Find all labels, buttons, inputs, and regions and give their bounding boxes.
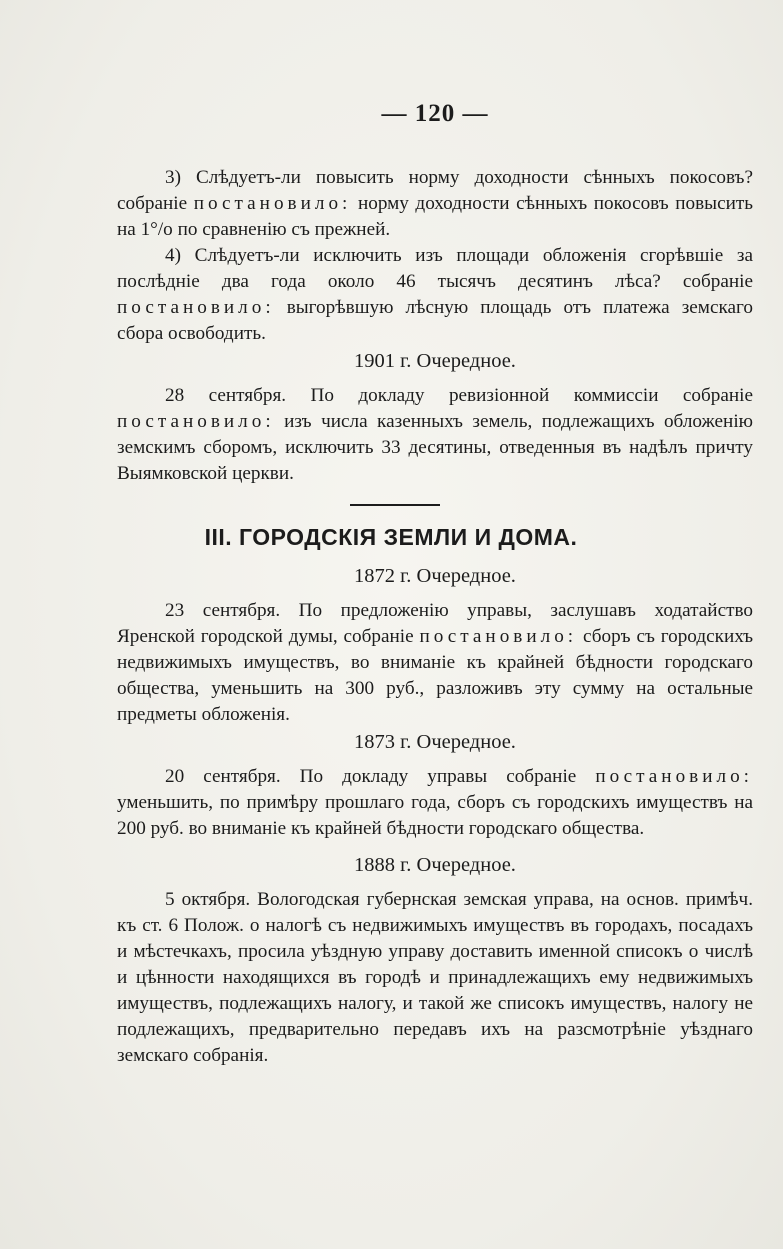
section-divider [350,504,440,506]
text-run: норму доходности сѣнныхъ покосовъ повысить на 1°/о по сравненію съ прежней. [117,193,753,240]
spaced-text: постановило: [419,626,578,647]
section-title: III. ГОРОДСКІЯ ЗЕМЛИ И ДОМА. [204,524,578,550]
spaced-text: постановило: [595,766,753,787]
text-run: уменьшить, по примѣру прошлаго года, сборъ съ городскихъ имуществъ на 200 руб. во вниманіе къ крайней бѣдности городскаго общества. [117,792,753,839]
page-number: — 120 — [381,100,489,127]
spaced-text: постановило: [193,193,352,214]
text-run: 4) Слѣдуетъ-ли исключить изъ площади обложенія сгорѣвшіе за послѣдніе два года около 46 тысячъ десятинъ лѣса? собраніе [117,245,753,292]
year-heading-1873: 1873 г. Очередное. [354,731,516,753]
text-run: 28 сентября. По докладу ревизіонной коммиссіи собраніе [165,385,753,406]
text-run: 3) Слѣдуетъ-ли повысить норму доходности сѣнныхъ покосовъ? собраніе [117,167,753,214]
paragraph-item-3 [117,165,753,243]
spaced-text: постановило: [117,411,275,432]
year-heading-1901: 1901 г. Очередное. [354,350,516,372]
year-heading-1872: 1872 г. Очередное. [354,565,516,587]
year-heading-1888: 1888 г. Очередное. [354,854,516,876]
paragraph-1901 [117,383,753,487]
paragraph-1873 [117,764,753,842]
paragraph-item-4 [117,243,753,347]
text-run: сборъ съ городскихъ недвижимыхъ имуществъ, во вниманіе къ крайней бѣдности городскаго общества, уменьшить на 300 руб., разложивъ эту сумму на остальные предметы обложенія. [117,626,753,725]
spaced-text: постановило: [117,297,275,318]
text-column [117,100,753,1069]
text-run: 23 сентября. По предложенію управы, заслушавъ ходатайство Яренской городской думы, собраніе [117,600,753,647]
paragraph-1888: 5 октября. Вологодская губернская земская управа, на основ. примѣч. къ ст. 6 Полож. о налогѣ съ недвижимыхъ имуществъ въ городахъ, посадахъ и мѣстечкахъ, просила уѣздную управу доставить именной списокъ о числѣ и цѣнности находящихся въ городѣ и принадлежащихъ ему недвижимыхъ имуществъ, подлежащихъ налогу, и такой же списокъ имуществъ, налогу не подлежащихъ, предварительно передавъ ихъ на разсмотрѣніе уѣзднаго земскаго собранія. [117,889,753,1066]
paragraph-1872 [117,598,753,728]
text-run: изъ числа казенныхъ земель, подлежащихъ обложенію земскимъ сборомъ, исключить 33 десятины, отведенныя въ надѣлъ причту Выямковской церкви. [117,411,753,484]
text-run: 20 сентября. По докладу управы собраніе [165,766,596,787]
text-run: выгорѣвшую лѣсную площадь отъ платежа земскаго сбора освободить. [117,297,753,344]
spacer [117,842,753,851]
